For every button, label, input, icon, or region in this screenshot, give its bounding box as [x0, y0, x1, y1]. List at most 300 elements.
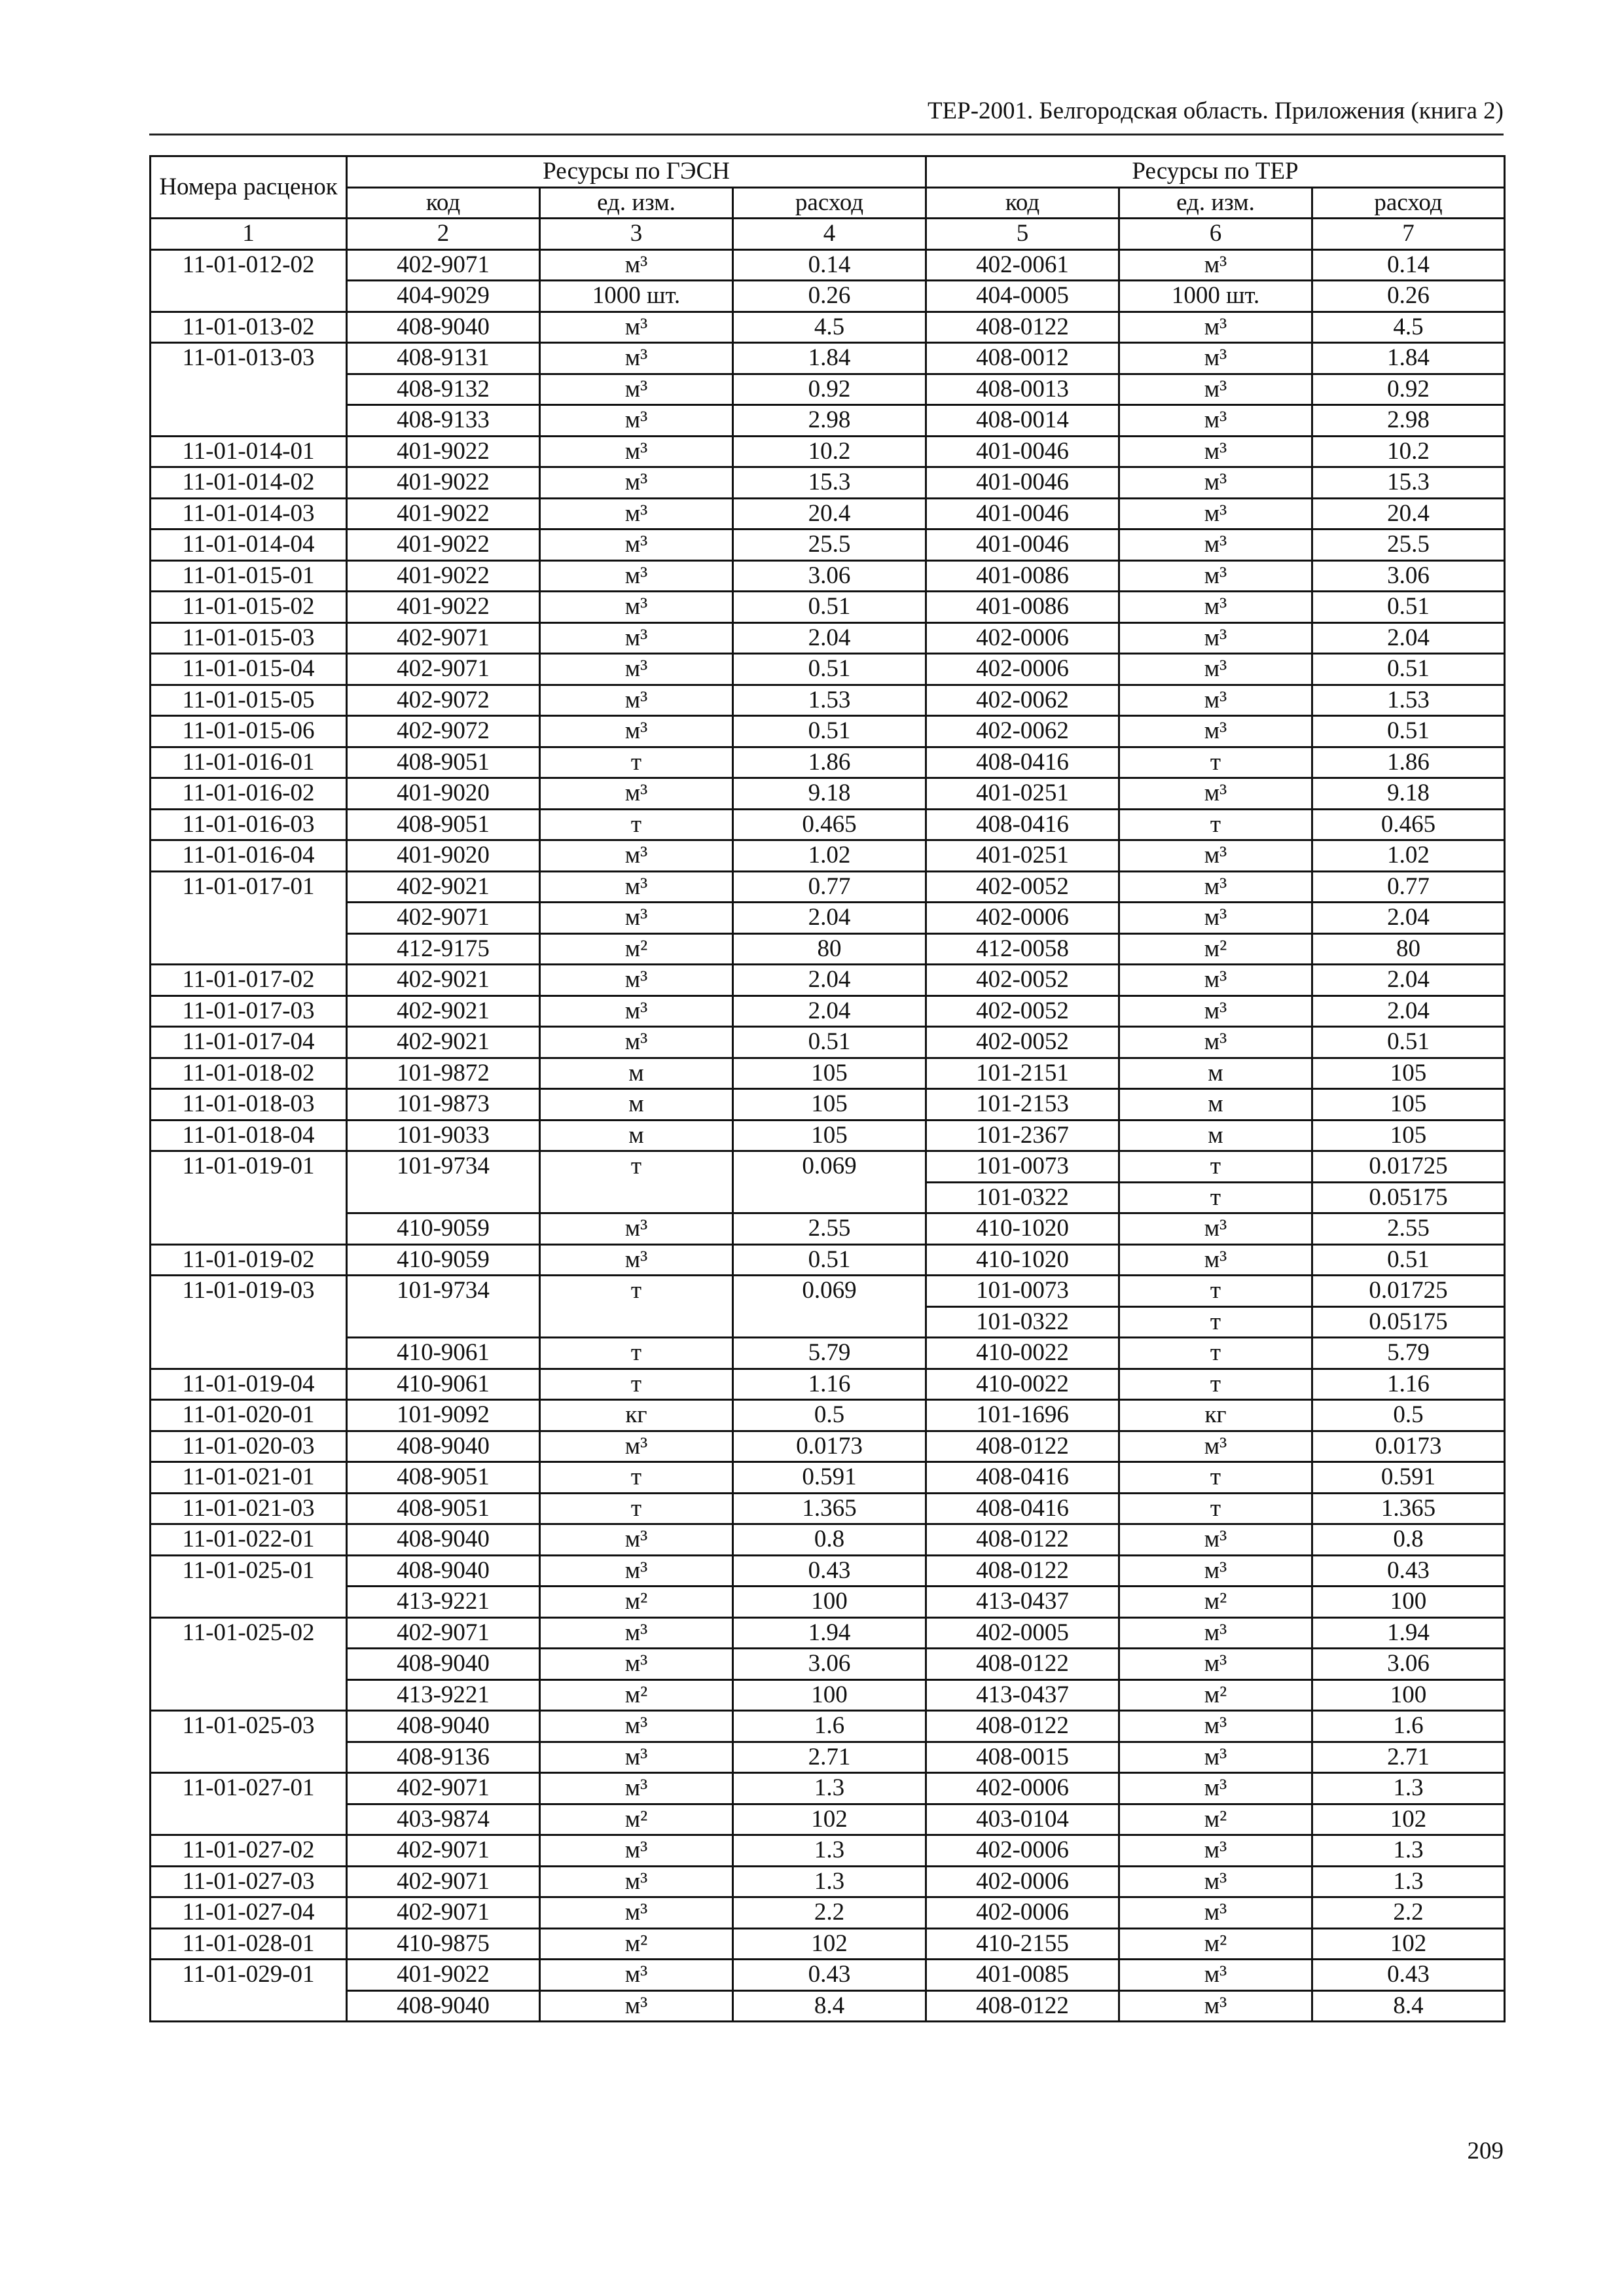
ter-code: 402-0006 — [926, 1866, 1119, 1897]
subheader-ter-amount: расход — [1312, 187, 1505, 219]
ter-amount: 5.79 — [1312, 1338, 1505, 1369]
gesn-unit: м — [540, 1089, 733, 1121]
gesn-unit: м³ — [540, 1431, 733, 1462]
table-row — [151, 622, 1505, 654]
ter-code: 410-1020 — [926, 1244, 1119, 1276]
gesn-unit: м³ — [540, 871, 733, 903]
ter-unit: т — [1119, 1276, 1312, 1307]
ter-amount: 0.51 — [1312, 1027, 1505, 1058]
ter-unit: т — [1119, 1493, 1312, 1524]
ter-unit: м³ — [1119, 840, 1312, 872]
ter-unit: т — [1119, 1462, 1312, 1494]
gesn-code: 402-9071 — [347, 1897, 540, 1929]
ter-unit: м³ — [1119, 716, 1312, 747]
gesn-amount: 102 — [733, 1928, 926, 1960]
rate-number: 11-01-018-02 — [151, 1058, 347, 1089]
rate-number: 11-01-019-03 — [151, 1276, 347, 1369]
gesn-code: 408-9133 — [347, 405, 540, 437]
rate-number: 11-01-021-03 — [151, 1493, 347, 1524]
ter-unit: м³ — [1119, 654, 1312, 685]
table-row — [151, 467, 1505, 499]
ter-unit: м³ — [1119, 1213, 1312, 1245]
page-number: 209 — [1467, 2138, 1504, 2164]
rate-number: 11-01-028-01 — [151, 1928, 347, 1960]
table-row — [151, 1804, 1505, 1835]
table-row — [151, 1058, 1505, 1089]
subheader-ter-code: код — [926, 187, 1119, 219]
ter-amount: 80 — [1312, 933, 1505, 965]
ter-code: 401-0086 — [926, 592, 1119, 623]
rate-number: 11-01-015-01 — [151, 560, 347, 592]
header-ter-resources: Ресурсы по ТЕР — [926, 156, 1505, 188]
header-gesn-resources: Ресурсы по ГЭСН — [347, 156, 926, 188]
ter-amount: 0.26 — [1312, 281, 1505, 312]
table-row — [151, 592, 1505, 623]
table-row — [151, 840, 1505, 872]
ter-code: 402-0062 — [926, 685, 1119, 716]
table-body — [151, 249, 1505, 2022]
ter-unit: м³ — [1119, 405, 1312, 437]
gesn-code: 408-9132 — [347, 374, 540, 405]
table-row — [151, 1587, 1505, 1618]
ter-code: 402-0052 — [926, 996, 1119, 1027]
gesn-code: 410-9059 — [347, 1213, 540, 1245]
table-row — [151, 1089, 1505, 1121]
rate-number: 11-01-015-06 — [151, 716, 347, 747]
gesn-unit: 1000 шт. — [540, 281, 733, 312]
ter-code: 408-0014 — [926, 405, 1119, 437]
ter-code: 101-2367 — [926, 1120, 1119, 1151]
ter-code: 402-0006 — [926, 1835, 1119, 1867]
table-row — [151, 1897, 1505, 1929]
table-row — [151, 281, 1505, 312]
ter-amount: 2.04 — [1312, 903, 1505, 934]
ter-amount: 8.4 — [1312, 1990, 1505, 2022]
ter-code: 101-1696 — [926, 1400, 1119, 1431]
ter-amount: 2.04 — [1312, 622, 1505, 654]
gesn-amount: 100 — [733, 1679, 926, 1711]
ter-unit: т — [1119, 1338, 1312, 1369]
table-row — [151, 1213, 1505, 1245]
gesn-code: 408-9040 — [347, 1711, 540, 1742]
rate-number: 11-01-016-01 — [151, 747, 347, 778]
ter-code: 408-0122 — [926, 1990, 1119, 2022]
gesn-code: 408-9051 — [347, 1462, 540, 1494]
gesn-unit: м³ — [540, 1649, 733, 1680]
ter-unit: м³ — [1119, 467, 1312, 499]
rate-number: 11-01-014-04 — [151, 529, 347, 561]
ter-code: 408-0122 — [926, 1649, 1119, 1680]
ter-amount: 0.01725 — [1312, 1276, 1505, 1307]
gesn-unit: м³ — [540, 467, 733, 499]
table-row — [151, 1244, 1505, 1276]
gesn-unit: м — [540, 1120, 733, 1151]
ter-amount: 0.8 — [1312, 1524, 1505, 1556]
gesn-unit: м³ — [540, 1835, 733, 1867]
gesn-amount: 0.51 — [733, 1027, 926, 1058]
table-row — [151, 1742, 1505, 1773]
gesn-amount: 0.5 — [733, 1400, 926, 1431]
ter-unit: м³ — [1119, 1431, 1312, 1462]
gesn-amount: 105 — [733, 1089, 926, 1121]
ter-amount: 1.94 — [1312, 1617, 1505, 1649]
gesn-code: 402-9071 — [347, 654, 540, 685]
gesn-code: 402-9071 — [347, 903, 540, 934]
gesn-code: 408-9040 — [347, 1431, 540, 1462]
gesn-code: 410-9875 — [347, 1928, 540, 1960]
gesn-code: 101-9734 — [347, 1276, 540, 1338]
gesn-code: 402-9071 — [347, 1835, 540, 1867]
ter-unit: м³ — [1119, 903, 1312, 934]
gesn-code: 408-9040 — [347, 1524, 540, 1556]
gesn-amount: 102 — [733, 1804, 926, 1835]
ter-unit: т — [1119, 747, 1312, 778]
ter-amount: 0.0173 — [1312, 1431, 1505, 1462]
gesn-code: 401-9020 — [347, 840, 540, 872]
table-row — [151, 1866, 1505, 1897]
ter-amount: 1.16 — [1312, 1369, 1505, 1400]
gesn-amount: 0.465 — [733, 809, 926, 840]
table-row — [151, 1617, 1505, 1649]
table-row — [151, 747, 1505, 778]
gesn-unit: м³ — [540, 903, 733, 934]
gesn-amount: 0.069 — [733, 1276, 926, 1338]
gesn-code: 410-9059 — [347, 1244, 540, 1276]
rate-number: 11-01-012-02 — [151, 249, 347, 312]
gesn-code: 401-9022 — [347, 436, 540, 467]
gesn-amount: 10.2 — [733, 436, 926, 467]
rate-number: 11-01-016-03 — [151, 809, 347, 840]
gesn-code: 408-9040 — [347, 1555, 540, 1587]
table-row — [151, 1462, 1505, 1494]
header-row-subheaders — [151, 187, 1505, 219]
ter-amount: 0.51 — [1312, 592, 1505, 623]
ter-amount: 0.51 — [1312, 1244, 1505, 1276]
gesn-unit: м³ — [540, 1711, 733, 1742]
header-row-column-numbers — [151, 219, 1505, 250]
gesn-amount: 1.3 — [733, 1866, 926, 1897]
ter-unit: м² — [1119, 933, 1312, 965]
gesn-code: 402-9021 — [347, 871, 540, 903]
gesn-unit: м³ — [540, 1524, 733, 1556]
ter-unit: м³ — [1119, 1711, 1312, 1742]
rate-number: 11-01-019-04 — [151, 1369, 347, 1400]
ter-unit: м³ — [1119, 1244, 1312, 1276]
table-row — [151, 1960, 1505, 1991]
rate-number: 11-01-017-04 — [151, 1027, 347, 1058]
gesn-unit: м³ — [540, 374, 733, 405]
ter-code: 408-0122 — [926, 1555, 1119, 1587]
ter-unit: м³ — [1119, 1649, 1312, 1680]
gesn-code: 412-9175 — [347, 933, 540, 965]
ter-amount: 1.53 — [1312, 685, 1505, 716]
ter-unit: т — [1119, 1369, 1312, 1400]
table-row — [151, 1120, 1505, 1151]
ter-amount: 105 — [1312, 1058, 1505, 1089]
gesn-code: 402-9072 — [347, 685, 540, 716]
gesn-unit: м³ — [540, 1960, 733, 1991]
ter-amount: 20.4 — [1312, 498, 1505, 529]
gesn-amount: 1.53 — [733, 685, 926, 716]
ter-unit: м³ — [1119, 1742, 1312, 1773]
gesn-amount: 2.98 — [733, 405, 926, 437]
table-row — [151, 1276, 1505, 1307]
gesn-amount: 25.5 — [733, 529, 926, 561]
rate-number: 11-01-025-01 — [151, 1555, 347, 1617]
ter-amount: 2.04 — [1312, 996, 1505, 1027]
column-number: 6 — [1119, 219, 1312, 250]
ter-amount: 1.02 — [1312, 840, 1505, 872]
ter-code: 402-0052 — [926, 965, 1119, 996]
gesn-amount: 2.71 — [733, 1742, 926, 1773]
gesn-code: 401-9022 — [347, 1960, 540, 1991]
ter-code: 402-0061 — [926, 249, 1119, 281]
ter-code: 408-0416 — [926, 1462, 1119, 1494]
ter-amount: 2.2 — [1312, 1897, 1505, 1929]
ter-amount: 0.05175 — [1312, 1182, 1505, 1213]
ter-unit: м³ — [1119, 685, 1312, 716]
gesn-unit: м³ — [540, 312, 733, 343]
gesn-amount: 1.86 — [733, 747, 926, 778]
gesn-amount: 1.3 — [733, 1835, 926, 1867]
ter-code: 408-0122 — [926, 1431, 1119, 1462]
gesn-code: 401-9022 — [347, 529, 540, 561]
rate-number: 11-01-020-03 — [151, 1431, 347, 1462]
gesn-amount: 5.79 — [733, 1338, 926, 1369]
ter-amount: 0.51 — [1312, 654, 1505, 685]
ter-code: 101-2151 — [926, 1058, 1119, 1089]
ter-unit: м³ — [1119, 498, 1312, 529]
ter-amount: 10.2 — [1312, 436, 1505, 467]
table-row — [151, 1369, 1505, 1400]
ter-unit: м³ — [1119, 1990, 1312, 2022]
gesn-code: 402-9021 — [347, 965, 540, 996]
gesn-unit: м³ — [540, 560, 733, 592]
rate-number: 11-01-027-04 — [151, 1897, 347, 1929]
gesn-amount: 2.55 — [733, 1213, 926, 1245]
rate-number: 11-01-021-01 — [151, 1462, 347, 1494]
gesn-amount: 1.6 — [733, 1711, 926, 1742]
ter-code: 408-0122 — [926, 312, 1119, 343]
gesn-unit: м³ — [540, 685, 733, 716]
ter-amount: 105 — [1312, 1089, 1505, 1121]
table-row — [151, 343, 1505, 374]
ter-code: 410-0022 — [926, 1338, 1119, 1369]
rate-number: 11-01-018-04 — [151, 1120, 347, 1151]
gesn-unit: м³ — [540, 343, 733, 374]
page-header — [149, 93, 1504, 135]
ter-amount: 0.465 — [1312, 809, 1505, 840]
gesn-unit: м³ — [540, 1866, 733, 1897]
ter-code: 101-0073 — [926, 1151, 1119, 1183]
ter-code: 402-0052 — [926, 1027, 1119, 1058]
table-row — [151, 1493, 1505, 1524]
ter-amount: 0.43 — [1312, 1960, 1505, 1991]
gesn-amount: 1.16 — [733, 1369, 926, 1400]
gesn-amount: 1.94 — [733, 1617, 926, 1649]
table-row — [151, 903, 1505, 934]
ter-code: 412-0058 — [926, 933, 1119, 965]
gesn-unit: т — [540, 1276, 733, 1338]
rate-number: 11-01-017-03 — [151, 996, 347, 1027]
header-row-groups — [151, 156, 1505, 188]
table-row — [151, 685, 1505, 716]
ter-amount: 0.51 — [1312, 716, 1505, 747]
ter-code: 402-0006 — [926, 622, 1119, 654]
rate-number: 11-01-013-03 — [151, 343, 347, 437]
ter-amount: 1.86 — [1312, 747, 1505, 778]
ter-code: 402-0006 — [926, 903, 1119, 934]
gesn-amount: 1.3 — [733, 1773, 926, 1804]
gesn-amount: 0.43 — [733, 1555, 926, 1587]
gesn-unit: м³ — [540, 1213, 733, 1245]
rate-number: 11-01-014-01 — [151, 436, 347, 467]
gesn-amount: 0.51 — [733, 592, 926, 623]
ter-amount: 1.3 — [1312, 1773, 1505, 1804]
gesn-unit: т — [540, 809, 733, 840]
table-row — [151, 498, 1505, 529]
gesn-unit: м³ — [540, 840, 733, 872]
gesn-amount: 2.04 — [733, 965, 926, 996]
ter-code: 408-0012 — [926, 343, 1119, 374]
gesn-unit: т — [540, 1338, 733, 1369]
gesn-unit: м³ — [540, 996, 733, 1027]
gesn-code: 402-9072 — [347, 716, 540, 747]
ter-unit: м³ — [1119, 529, 1312, 561]
gesn-unit: м² — [540, 1587, 733, 1618]
gesn-code: 402-9071 — [347, 1866, 540, 1897]
ter-amount: 100 — [1312, 1587, 1505, 1618]
ter-unit: м³ — [1119, 622, 1312, 654]
table-row — [151, 1990, 1505, 2022]
gesn-amount: 0.51 — [733, 1244, 926, 1276]
ter-unit: м³ — [1119, 343, 1312, 374]
ter-unit: т — [1119, 1182, 1312, 1213]
ter-code: 408-0122 — [926, 1524, 1119, 1556]
gesn-unit: м³ — [540, 1027, 733, 1058]
gesn-unit: м³ — [540, 592, 733, 623]
ter-code: 401-0086 — [926, 560, 1119, 592]
ter-code: 402-0006 — [926, 1897, 1119, 1929]
gesn-code: 403-9874 — [347, 1804, 540, 1835]
gesn-code: 410-9061 — [347, 1338, 540, 1369]
gesn-unit: т — [540, 1151, 733, 1213]
gesn-unit: м³ — [540, 778, 733, 810]
gesn-amount: 8.4 — [733, 1990, 926, 2022]
gesn-code: 410-9061 — [347, 1369, 540, 1400]
ter-amount: 0.14 — [1312, 249, 1505, 281]
ter-unit: м² — [1119, 1928, 1312, 1960]
gesn-amount: 9.18 — [733, 778, 926, 810]
table-row — [151, 1555, 1505, 1587]
ter-amount: 0.43 — [1312, 1555, 1505, 1587]
gesn-unit: м³ — [540, 654, 733, 685]
ter-amount: 3.06 — [1312, 1649, 1505, 1680]
table-row — [151, 716, 1505, 747]
gesn-unit: м³ — [540, 436, 733, 467]
gesn-amount: 1.02 — [733, 840, 926, 872]
table-row — [151, 1928, 1505, 1960]
table-row — [151, 436, 1505, 467]
gesn-code: 401-9022 — [347, 592, 540, 623]
ter-unit: м³ — [1119, 374, 1312, 405]
rate-number: 11-01-022-01 — [151, 1524, 347, 1556]
ter-amount: 1.6 — [1312, 1711, 1505, 1742]
ter-unit: м³ — [1119, 1960, 1312, 1991]
ter-unit: м³ — [1119, 996, 1312, 1027]
ter-code: 403-0104 — [926, 1804, 1119, 1835]
gesn-unit: м³ — [540, 716, 733, 747]
ter-amount: 1.3 — [1312, 1835, 1505, 1867]
gesn-amount: 0.77 — [733, 871, 926, 903]
gesn-amount: 2.2 — [733, 1897, 926, 1929]
gesn-amount: 2.04 — [733, 996, 926, 1027]
page-header-title: ТЕР-2001. Белгородская область. Приложения (книга 2) — [927, 98, 1504, 124]
column-number: 1 — [151, 219, 347, 250]
gesn-unit: м³ — [540, 529, 733, 561]
ter-code: 402-0062 — [926, 716, 1119, 747]
column-number: 3 — [540, 219, 733, 250]
rate-number: 11-01-016-04 — [151, 840, 347, 872]
gesn-code: 408-9136 — [347, 1742, 540, 1773]
ter-unit: м³ — [1119, 1866, 1312, 1897]
table-row — [151, 1027, 1505, 1058]
gesn-amount: 105 — [733, 1058, 926, 1089]
gesn-code: 408-9040 — [347, 1649, 540, 1680]
gesn-unit: т — [540, 1493, 733, 1524]
ter-code: 101-0322 — [926, 1182, 1119, 1213]
gesn-code: 408-9051 — [347, 809, 540, 840]
ter-code: 408-0416 — [926, 1493, 1119, 1524]
gesn-amount: 2.04 — [733, 903, 926, 934]
table-row — [151, 1338, 1505, 1369]
ter-unit: т — [1119, 1151, 1312, 1183]
gesn-amount: 0.069 — [733, 1151, 926, 1213]
gesn-amount: 15.3 — [733, 467, 926, 499]
ter-unit: м — [1119, 1120, 1312, 1151]
ter-amount: 0.92 — [1312, 374, 1505, 405]
gesn-code: 402-9071 — [347, 622, 540, 654]
column-number: 2 — [347, 219, 540, 250]
ter-unit: м³ — [1119, 1027, 1312, 1058]
ter-code: 410-0022 — [926, 1369, 1119, 1400]
gesn-code: 401-9022 — [347, 560, 540, 592]
rate-number: 11-01-019-02 — [151, 1244, 347, 1276]
table-row — [151, 374, 1505, 405]
ter-amount: 1.3 — [1312, 1866, 1505, 1897]
ter-code: 408-0013 — [926, 374, 1119, 405]
gesn-unit: м³ — [540, 1244, 733, 1276]
ter-unit: м³ — [1119, 778, 1312, 810]
gesn-code: 101-9033 — [347, 1120, 540, 1151]
rate-number: 11-01-015-03 — [151, 622, 347, 654]
ter-unit: м³ — [1119, 560, 1312, 592]
subheader-gesn-amount: расход — [733, 187, 926, 219]
subheader-gesn-unit: ед. изм. — [540, 187, 733, 219]
column-number: 4 — [733, 219, 926, 250]
ter-amount: 0.5 — [1312, 1400, 1505, 1431]
table-row — [151, 809, 1505, 840]
ter-code: 401-0085 — [926, 1960, 1119, 1991]
rate-number: 11-01-015-02 — [151, 592, 347, 623]
gesn-amount: 0.0173 — [733, 1431, 926, 1462]
table-row — [151, 1649, 1505, 1680]
header-rate-numbers: Номера расценок — [151, 156, 347, 219]
gesn-amount: 105 — [733, 1120, 926, 1151]
ter-amount: 1.365 — [1312, 1493, 1505, 1524]
gesn-code: 408-9051 — [347, 747, 540, 778]
ter-code: 101-0073 — [926, 1276, 1119, 1307]
